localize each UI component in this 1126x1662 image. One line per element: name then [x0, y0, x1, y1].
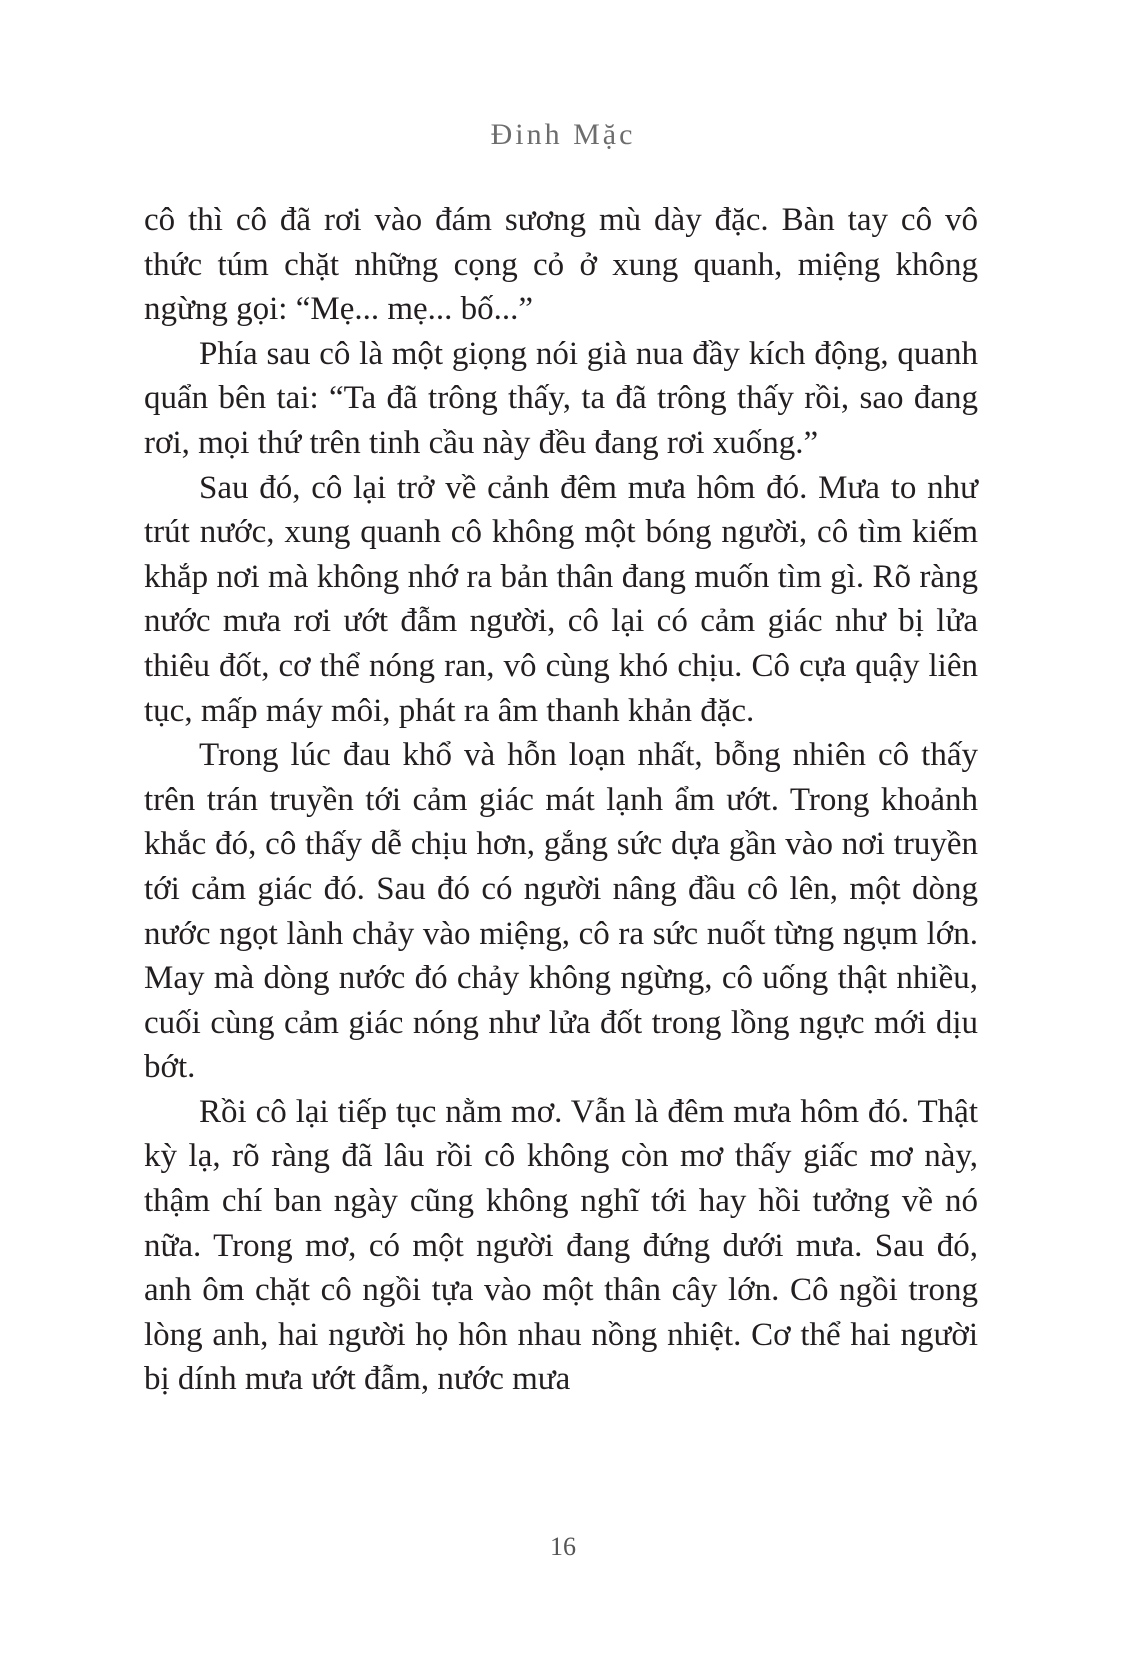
- paragraph-2: Phía sau cô là một giọng nói già nua đầy kích động, quanh quẩn bên tai: “Ta đã trông thấy, ta đã trông thấy rồi, sao đang rơi, mọi thứ trên tinh cầu này đều đang rơi xuống.”: [144, 335, 978, 461]
- paragraph-1: cô thì cô đã rơi vào đám sương mù dày đặc. Bàn tay cô vô thức túm chặt những cọng cỏ ở xung quanh, miệng không ngừng gọi: “Mẹ... mẹ... bố...”: [144, 202, 978, 328]
- running-head: Đinh Mặc: [490, 118, 636, 151]
- body-text: [144, 198, 978, 1402]
- page-number: 16: [550, 1532, 576, 1561]
- paragraph-5: Rồi cô lại tiếp tục nằm mơ. Vẫn là đêm mưa hôm đó. Thật kỳ lạ, rõ ràng đã lâu rồi cô không còn mơ thấy giấc mơ này, thậm chí ban ngày cũng không nghĩ tới hay hồi tưởng về nó nữa. Trong mơ, có một người đang đứng dưới mưa. Sau đó, anh ôm chặt cô ngồi tựa vào một thân cây lớn. Cô ngồi trong lòng anh, hai người họ hôn nhau nồng nhiệt. Cơ thể hai người bị dính mưa ướt đẫm, nước mưa: [144, 1093, 978, 1398]
- paragraph-3: Sau đó, cô lại trở về cảnh đêm mưa hôm đó. Mưa to như trút nước, xung quanh cô không một bóng người, cô tìm kiếm khắp nơi mà không nhớ ra bản thân đang muốn tìm gì. Rõ ràng nước mưa rơi ướt đẫm người, cô lại có cảm giác như bị lửa thiêu đốt, cơ thể nóng ran, vô cùng khó chịu. Cô cựa quậy liên tục, mấp máy môi, phát ra âm thanh khản đặc.: [144, 469, 978, 729]
- paragraph-4: Trong lúc đau khổ và hỗn loạn nhất, bỗng nhiên cô thấy trên trán truyền tới cảm giác mát lạnh ẩm ướt. Trong khoảnh khắc đó, cô thấy dễ chịu hơn, gắng sức dựa gần vào nơi truyền tới cảm giác đó. Sau đó có người nâng đầu cô lên, một dòng nước ngọt lành chảy vào miệng, cô ra sức nuốt từng ngụm lớn. May mà dòng nước đó chảy không ngừng, cô uống thật nhiều, cuối cùng cảm giác nóng như lửa đốt trong lồng ngực mới dịu bớt.: [144, 737, 978, 1086]
